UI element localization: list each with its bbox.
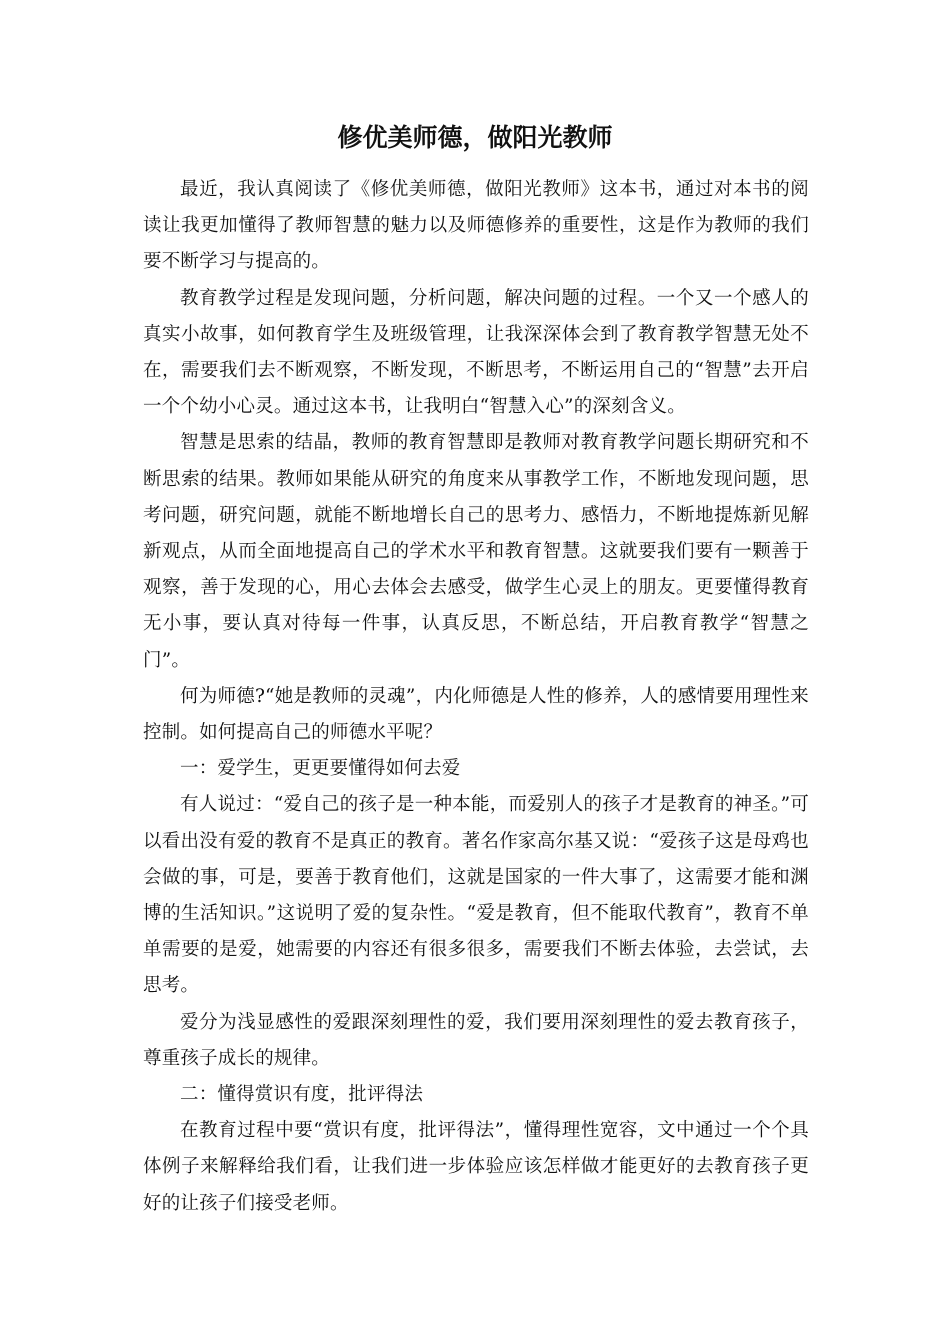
paragraph-appreciation: 在教育过程中要“赏识有度，批评得法”，懂得理性宽容，文中通过一个个具体例子来解释给我们看，让我们进一步体验应该怎样做才能更好的去教育孩子更好的让孩子们接受老师。 bbox=[143, 1120, 809, 1214]
paragraph-ethics: 何为师德?“她是教师的灵魂”，内化师德是人性的修养，人的感情要用理性来控制。如何提高自己的师德水平呢？ bbox=[143, 685, 809, 744]
section-heading-appreciation: 二：懂得赏识有度，批评得法 bbox=[180, 1084, 424, 1106]
paragraph-rational-love: 爱分为浅显感性的爱跟深刻理性的爱，我们要用深刻理性的爱去教育孩子，尊重孩子成长的规律。 bbox=[143, 1011, 809, 1069]
section-heading-love-students: 一：爱学生，更更要懂得如何去爱 bbox=[180, 758, 461, 780]
paragraph-intro: 最近，我认真阅读了《修优美师德，做阳光教师》这本书，通过对本书的阅读让我更加懂得了教师智慧的魅力以及师德修养的重要性，这是作为教师的我们要不断学习与提高的。 bbox=[143, 179, 809, 273]
document-body bbox=[143, 172, 809, 1222]
paragraph-love-quote: 有人说过：“爱自己的孩子是一种本能，而爱别人的孩子才是教育的神圣。”可以看出没有爱的教育不是真正的教育。著名作家高尔基又说：“爱孩子这是母鸡也会做的事，可是，要善于教育他们，这就是国家的一件大事了，这需要才能和渊博的生活知识。”这说明了爱的复杂性。“爱是教育，但不能取代教育”，教育不单单需要的是爱，她需要的内容还有很多很多，需要我们不断去体验，去尝试，去思考。 bbox=[143, 794, 809, 997]
paragraph-teaching-process: 教育教学过程是发现问题，分析问题，解决问题的过程。一个又一个感人的真实小故事，如何教育学生及班级管理，让我深深体会到了教育教学智慧无处不在，需要我们去不断观察，不断发现，不断思考，不断运用自己的“智慧”去开启一个个幼小心灵。通过这本书，让我明白“智慧入心”的深刻含义。 bbox=[143, 287, 809, 418]
document-title: 修优美师德，做阳光教师 bbox=[337, 123, 613, 152]
paragraph-wisdom: 智慧是思索的结晶，教师的教育智慧即是教师对教育教学问题长期研究和不断思索的结果。教师如果能从研究的角度来从事教学工作，不断地发现问题，思考问题，研究问题，就能不断地增长自己的思考力、感悟力，不断地提炼新见解新观点，从而全面地提高自己的学术水平和教育智慧。这就要我们要有一颗善于观察，善于发现的心，用心去体会去感受，做学生心灵上的朋友。更要懂得教育无小事，要认真对待每一件事，认真反思，不断总结，开启教育教学“智慧之门”。 bbox=[143, 432, 809, 671]
